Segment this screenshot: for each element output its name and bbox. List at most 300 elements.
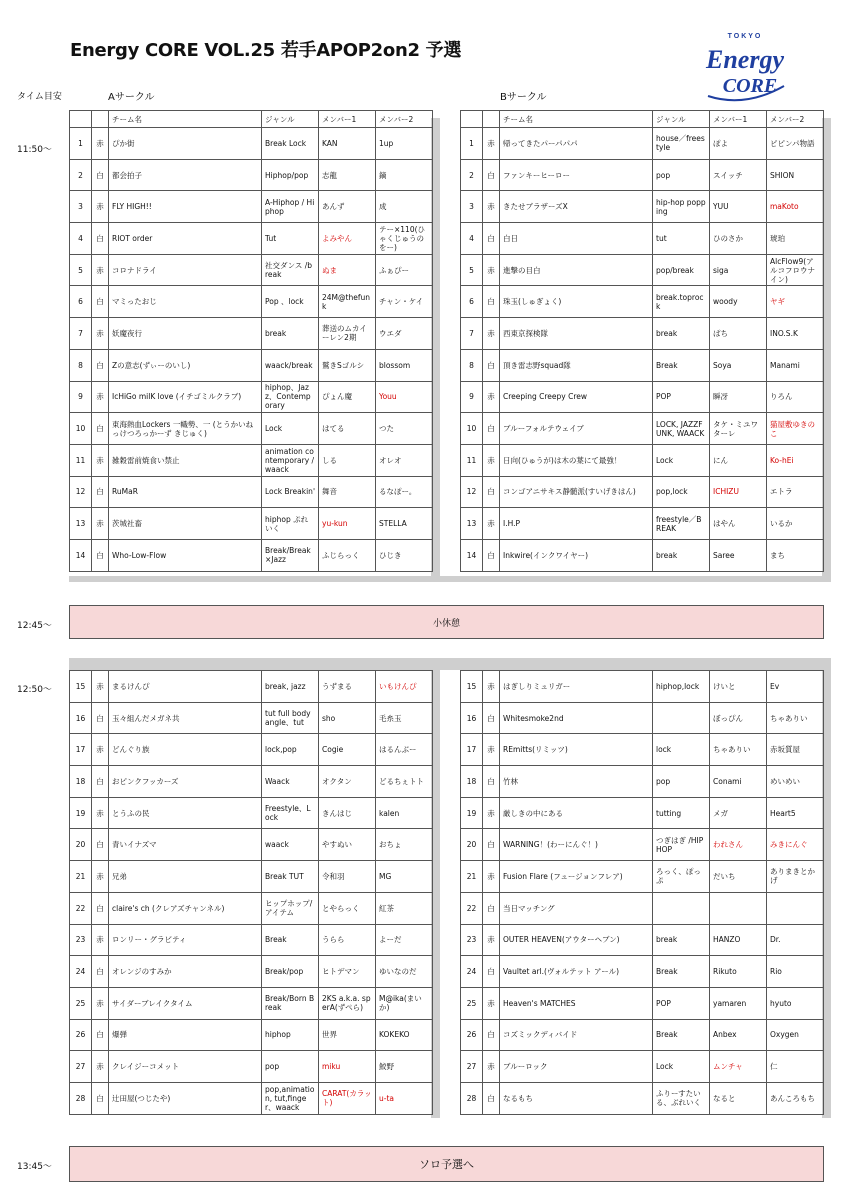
genre: Break/pop	[262, 956, 319, 988]
team-name: FLY HIGH!!	[109, 191, 262, 223]
genre: Hiphop/pop	[262, 159, 319, 191]
table-row	[70, 734, 433, 766]
member-2: Rio	[767, 956, 824, 988]
genre: tut	[653, 223, 710, 255]
team-color: 赤	[92, 797, 109, 829]
column-header: ジャンル	[262, 111, 319, 128]
team-number: 13	[461, 508, 483, 540]
member-2: オレオ	[376, 444, 433, 476]
team-number: 19	[70, 797, 92, 829]
table-row	[70, 508, 433, 540]
member-2: 1up	[376, 128, 433, 160]
team-name: 雑穀雷前焼食い禁止	[109, 444, 262, 476]
team-number: 24	[70, 956, 92, 988]
genre: house／freestyle	[653, 128, 710, 160]
genre: break	[653, 924, 710, 956]
team-color: 白	[92, 702, 109, 734]
member-1: うずまる	[319, 671, 376, 703]
team-number: 6	[70, 286, 92, 318]
team-name: 都会拍子	[109, 159, 262, 191]
team-name: 青いイナズマ	[109, 829, 262, 861]
genre: Lock	[653, 444, 710, 476]
member-2: ピピンパ物語	[767, 128, 824, 160]
circle-a-label: Aサークル	[108, 92, 155, 103]
member-2: テー×110(ひゃくじゅうのをー)	[376, 223, 433, 255]
team-number: 6	[461, 286, 483, 318]
team-name: 茨城社畜	[109, 508, 262, 540]
team-color: 白	[483, 1082, 500, 1114]
team-name: REmitts(リミッツ)	[500, 734, 653, 766]
team-number: 14	[461, 539, 483, 571]
team-color: 赤	[92, 254, 109, 286]
member-1: 志龍	[319, 159, 376, 191]
genre: Waack	[262, 766, 319, 798]
team-number: 25	[461, 987, 483, 1019]
member-2: 赤坂質屋	[767, 734, 824, 766]
member-1: Cogie	[319, 734, 376, 766]
team-color: 赤	[92, 861, 109, 893]
genre: Pop 、lock	[262, 286, 319, 318]
table-row	[70, 797, 433, 829]
team-number: 7	[461, 318, 483, 350]
member-2: INO.S.K	[767, 318, 824, 350]
member-2: M@ika(まいか)	[376, 987, 433, 1019]
member-2: SHION	[767, 159, 824, 191]
team-name: オレンジのすみか	[109, 956, 262, 988]
member-1: きんはじ	[319, 797, 376, 829]
member-2: blossom	[376, 349, 433, 381]
member-2: まち	[767, 539, 824, 571]
team-color: 白	[483, 349, 500, 381]
member-1: しる	[319, 444, 376, 476]
member-1: ぴょん魔	[319, 381, 376, 413]
team-name: ぴか街	[109, 128, 262, 160]
team-number: 21	[461, 861, 483, 893]
column-header: メンバー1	[319, 111, 376, 128]
genre: hiphop、Jazz、Contemporary	[262, 381, 319, 413]
table-row	[461, 444, 824, 476]
member-1: Anbex	[710, 1019, 767, 1051]
genre: A-Hiphop / Hiphop	[262, 191, 319, 223]
team-number: 13	[70, 508, 92, 540]
team-number: 22	[70, 892, 92, 924]
team-name: サイダーブレイクタイム	[109, 987, 262, 1019]
team-color: 赤	[92, 191, 109, 223]
team-name: 進撃の目白	[500, 254, 653, 286]
genre: break	[653, 539, 710, 571]
team-name: ブルーロック	[500, 1051, 653, 1083]
team-name: 西東京探検隊	[500, 318, 653, 350]
member-2: ふぁぴー	[376, 254, 433, 286]
table-row	[70, 956, 433, 988]
member-1: なると	[710, 1082, 767, 1114]
member-2: u-ta	[376, 1082, 433, 1114]
member-2: エトラ	[767, 476, 824, 508]
team-number: 19	[461, 797, 483, 829]
table-row	[70, 1082, 433, 1114]
member-2: おちょ	[376, 829, 433, 861]
team-color: 赤	[92, 318, 109, 350]
table-row	[461, 734, 824, 766]
team-name: 厳しきの中にある	[500, 797, 653, 829]
table-row	[461, 286, 824, 318]
member-1: ぱち	[710, 318, 767, 350]
member-2: 鏑	[376, 159, 433, 191]
genre: Tut	[262, 223, 319, 255]
member-1: ぼっぴん	[710, 702, 767, 734]
table-row	[461, 892, 824, 924]
team-name: 当日マッチング	[500, 892, 653, 924]
team-number: 21	[70, 861, 92, 893]
column-header: チーム名	[500, 111, 653, 128]
member-1: KAN	[319, 128, 376, 160]
member-2: 鮫野	[376, 1051, 433, 1083]
team-name: Fusion Flare (フュージョンフレア)	[500, 861, 653, 893]
genre: 社交ダンス /break	[262, 254, 319, 286]
member-2: hyuto	[767, 987, 824, 1019]
member-2	[767, 892, 824, 924]
member-1: sho	[319, 702, 376, 734]
solo-band	[69, 1146, 824, 1182]
team-color: 赤	[92, 987, 109, 1019]
team-color: 赤	[483, 128, 500, 160]
team-number: 20	[70, 829, 92, 861]
schedule-table-b2	[460, 670, 824, 1115]
member-2: りろん	[767, 381, 824, 413]
team-name: OUTER HEAVEN(アウターヘブン)	[500, 924, 653, 956]
team-name: 日向(ひゅうが)は木の葉にて最強！	[500, 444, 653, 476]
member-2: ゆいなのだ	[376, 956, 433, 988]
member-1: ぽよ	[710, 128, 767, 160]
member-2: ありまきとかげ	[767, 861, 824, 893]
team-color: 白	[92, 1019, 109, 1051]
team-color: 白	[92, 413, 109, 445]
column-header: メンバー2	[376, 111, 433, 128]
team-name: 竹林	[500, 766, 653, 798]
member-1: yamaren	[710, 987, 767, 1019]
member-1: けいと	[710, 671, 767, 703]
table-row	[461, 508, 824, 540]
member-1: やすぬい	[319, 829, 376, 861]
team-number: 3	[70, 191, 92, 223]
table-row	[70, 413, 433, 445]
member-1: woody	[710, 286, 767, 318]
team-number: 14	[70, 539, 92, 571]
genre: tut full body angle、tut	[262, 702, 319, 734]
member-1: ふじらっく	[319, 539, 376, 571]
table-row	[461, 702, 824, 734]
table-row	[461, 381, 824, 413]
team-name: どんぐり族	[109, 734, 262, 766]
table-row	[70, 671, 433, 703]
table-row	[70, 892, 433, 924]
team-number: 25	[70, 987, 92, 1019]
member-1: YUU	[710, 191, 767, 223]
table-row	[70, 381, 433, 413]
team-name: I.H.P	[500, 508, 653, 540]
table-row	[461, 413, 824, 445]
genre: pop/break	[653, 254, 710, 286]
team-number: 5	[461, 254, 483, 286]
genre: ヒップホップ/アイテム	[262, 892, 319, 924]
member-2: Ko-hEi	[767, 444, 824, 476]
member-1: よみやん	[319, 223, 376, 255]
member-1: タケ・ミユワターレ	[710, 413, 767, 445]
member-2: MG	[376, 861, 433, 893]
member-1: 2KS a.k.a. sperA(ずぺら)	[319, 987, 376, 1019]
genre: Break TUT	[262, 861, 319, 893]
member-2: はるんぶー	[376, 734, 433, 766]
team-name: 帰ってきたパーパパパ	[500, 128, 653, 160]
solo-label: ソロ予選へ	[419, 1158, 474, 1171]
genre: Break/Break×Jazz	[262, 539, 319, 571]
member-1: ぬま	[319, 254, 376, 286]
member-1: Rikuto	[710, 956, 767, 988]
team-number: 23	[70, 924, 92, 956]
team-color: 白	[92, 539, 109, 571]
team-number: 4	[461, 223, 483, 255]
genre: つぎはぎ /HIPHOP	[653, 829, 710, 861]
member-2: ひじき	[376, 539, 433, 571]
genre: tutting	[653, 797, 710, 829]
energy-core-logo	[700, 26, 790, 106]
member-1	[710, 892, 767, 924]
team-color: 白	[483, 892, 500, 924]
time-header: タイム目安	[17, 92, 62, 102]
team-color: 赤	[92, 1051, 109, 1083]
table-row	[461, 1082, 824, 1114]
team-color: 赤	[92, 128, 109, 160]
page-title: Energy CORE VOL.25 若手APOP2on2 予選	[70, 40, 462, 61]
member-2: 琥珀	[767, 223, 824, 255]
team-name: WARNING！(わーにんぐ！)	[500, 829, 653, 861]
member-2: ヤギ	[767, 286, 824, 318]
table-row	[461, 159, 824, 191]
member-2: いるか	[767, 508, 824, 540]
genre: Break Lock	[262, 128, 319, 160]
member-1: とやらっく	[319, 892, 376, 924]
table-row	[70, 159, 433, 191]
team-number: 17	[70, 734, 92, 766]
genre: Break/Born Break	[262, 987, 319, 1019]
team-number: 10	[461, 413, 483, 445]
team-color: 白	[92, 892, 109, 924]
genre: hiphop	[262, 1019, 319, 1051]
member-2: いもけんぴ	[376, 671, 433, 703]
team-color: 赤	[92, 508, 109, 540]
team-color: 白	[483, 413, 500, 445]
team-color: 赤	[483, 987, 500, 1019]
member-1: はやん	[710, 508, 767, 540]
table-row	[70, 1019, 433, 1051]
member-1: だいち	[710, 861, 767, 893]
member-2: みきにんぐ	[767, 829, 824, 861]
team-color: 赤	[483, 381, 500, 413]
team-name: Who-Low-Flow	[109, 539, 262, 571]
genre: LOCK, JAZZFUNK, WAACK	[653, 413, 710, 445]
team-number: 22	[461, 892, 483, 924]
member-1: にん	[710, 444, 767, 476]
member-2: Manami	[767, 349, 824, 381]
member-2: 紅茶	[376, 892, 433, 924]
table-row	[70, 349, 433, 381]
member-1: Saree	[710, 539, 767, 571]
member-1: ICHIZU	[710, 476, 767, 508]
schedule-table-b1	[460, 110, 824, 572]
column-header: メンバー2	[767, 111, 824, 128]
genre: break, jazz	[262, 671, 319, 703]
team-color: 赤	[92, 444, 109, 476]
table-row	[70, 254, 433, 286]
member-1: ムンチャ	[710, 1051, 767, 1083]
member-2: ちゃありい	[767, 702, 824, 734]
team-number: 9	[70, 381, 92, 413]
table-row	[461, 254, 824, 286]
team-name: RuMaR	[109, 476, 262, 508]
member-1: ヒトデマン	[319, 956, 376, 988]
team-color: 白	[483, 1019, 500, 1051]
team-name: 兄弟	[109, 861, 262, 893]
team-number: 1	[70, 128, 92, 160]
team-color: 赤	[483, 924, 500, 956]
genre: pop,animation, tut,finger、waack	[262, 1082, 319, 1114]
team-number: 18	[70, 766, 92, 798]
column-header: チーム名	[109, 111, 262, 128]
genre: hiphop,lock	[653, 671, 710, 703]
team-color: 赤	[483, 191, 500, 223]
team-color: 白	[483, 539, 500, 571]
table-row	[70, 318, 433, 350]
team-number: 12	[461, 476, 483, 508]
member-1: miku	[319, 1051, 376, 1083]
team-name: 辻田屋(つじたや)	[109, 1082, 262, 1114]
team-number: 16	[461, 702, 483, 734]
table-row	[70, 191, 433, 223]
member-1: 24M@thefunk	[319, 286, 376, 318]
team-number: 27	[70, 1051, 92, 1083]
logo-line2: CORE	[722, 75, 778, 97]
member-2: 毛糸玉	[376, 702, 433, 734]
table-row	[461, 1051, 824, 1083]
time-1345: 13:45〜	[17, 1162, 52, 1172]
table-row	[461, 956, 824, 988]
member-2: Ev	[767, 671, 824, 703]
team-color: 赤	[483, 318, 500, 350]
team-number: 18	[461, 766, 483, 798]
member-2: あんころもち	[767, 1082, 824, 1114]
genre	[653, 892, 710, 924]
team-number: 15	[461, 671, 483, 703]
team-number: 12	[70, 476, 92, 508]
table-row	[70, 1051, 433, 1083]
member-2: Heart5	[767, 797, 824, 829]
genre: Break	[653, 349, 710, 381]
table-row	[461, 987, 824, 1019]
team-number: 17	[461, 734, 483, 766]
team-color: 白	[483, 766, 500, 798]
team-name: Inkwire(インクワイヤー)	[500, 539, 653, 571]
team-number: 26	[461, 1019, 483, 1051]
member-1: 舞音	[319, 476, 376, 508]
table-row	[70, 829, 433, 861]
member-1: HANZO	[710, 924, 767, 956]
team-color: 白	[92, 476, 109, 508]
team-name: ロンリー・グラビティ	[109, 924, 262, 956]
team-color: 赤	[92, 381, 109, 413]
member-1: Conami	[710, 766, 767, 798]
team-color: 白	[92, 159, 109, 191]
table-row	[70, 128, 433, 160]
team-name: Zの意志(ずぃーのいし)	[109, 349, 262, 381]
table-row	[461, 476, 824, 508]
schedule-table-a2	[69, 670, 433, 1115]
genre: Lock	[262, 413, 319, 445]
member-1: われさん	[710, 829, 767, 861]
team-name: IcHiGo milK love (イチゴミルクラブ)	[109, 381, 262, 413]
genre: POP	[653, 987, 710, 1019]
team-name: はぎしりミュリガー	[500, 671, 653, 703]
break-band	[69, 605, 824, 639]
team-color: 赤	[483, 797, 500, 829]
team-color: 白	[483, 476, 500, 508]
team-color: 赤	[92, 671, 109, 703]
member-2: チャン・ケイ	[376, 286, 433, 318]
team-name: 爆弾	[109, 1019, 262, 1051]
team-name: とうふの民	[109, 797, 262, 829]
table-row	[461, 349, 824, 381]
member-2: るなぽー。	[376, 476, 433, 508]
team-name: Vaultet arl.(ヴォルテット アール)	[500, 956, 653, 988]
genre: POP	[653, 381, 710, 413]
time-1150: 11:50〜	[17, 145, 52, 155]
column-header: メンバー1	[710, 111, 767, 128]
team-name: おピンクフッカーズ	[109, 766, 262, 798]
team-color: 白	[92, 829, 109, 861]
team-color: 白	[483, 286, 500, 318]
member-1: オクタン	[319, 766, 376, 798]
genre: animation contemporary / waack	[262, 444, 319, 476]
team-number: 27	[461, 1051, 483, 1083]
member-2: よーだ	[376, 924, 433, 956]
table-row	[461, 191, 824, 223]
team-number: 7	[70, 318, 92, 350]
team-color: 赤	[483, 1051, 500, 1083]
member-2: Dr.	[767, 924, 824, 956]
genre: pop	[653, 766, 710, 798]
team-number: 28	[461, 1082, 483, 1114]
table-row	[461, 318, 824, 350]
genre: hiphop ぷれいく	[262, 508, 319, 540]
team-color: 白	[483, 829, 500, 861]
genre: pop,lock	[653, 476, 710, 508]
table-row	[70, 444, 433, 476]
member-2: KOKEKO	[376, 1019, 433, 1051]
table-row	[461, 223, 824, 255]
team-number: 24	[461, 956, 483, 988]
team-name: ブルーフォルテウェイブ	[500, 413, 653, 445]
genre: pop	[653, 159, 710, 191]
team-number: 8	[70, 349, 92, 381]
member-1: 令和羽	[319, 861, 376, 893]
schedule-table-a1	[69, 110, 433, 572]
member-2: 猫屋敷ゆきのこ	[767, 413, 824, 445]
team-name: 玉々組んだメガネ共	[109, 702, 262, 734]
member-2: maKoto	[767, 191, 824, 223]
team-name: コズミックディバイド	[500, 1019, 653, 1051]
team-color: 赤	[483, 734, 500, 766]
genre: break	[262, 318, 319, 350]
team-color: 白	[483, 702, 500, 734]
